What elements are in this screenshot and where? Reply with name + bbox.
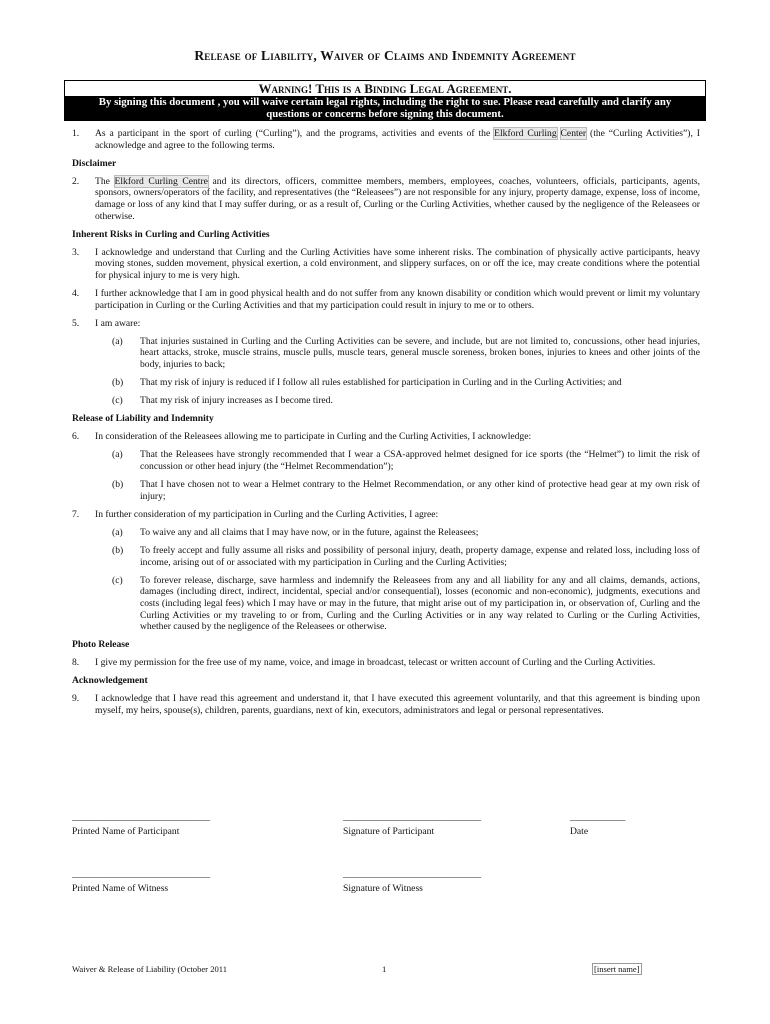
clause-number: 6. xyxy=(72,431,80,443)
heading-acknowledgement: Acknowledgement xyxy=(72,675,148,687)
signature-witness-label: Signature of Witness xyxy=(343,883,423,894)
clause-number: 4. xyxy=(72,288,80,300)
page-number: 1 xyxy=(382,964,387,974)
clause-number: 3. xyxy=(72,246,80,258)
clause-text: In further consideration of my participation in Curling and the Curling Activities, I agree: xyxy=(95,508,439,520)
clause-text: I acknowledge and understand that Curling and the Curling Activities have some inherent risks. The combination of physically active participants, heavy moving stones, sudden movement, physical exertion, a cold environment, and slippery surfaces, on or off the ice, may create conditions where the potential for physical injury to me is very high. xyxy=(95,246,700,281)
heading-inherent-risks: Inherent Risks in Curling and Curling Activities xyxy=(72,228,270,240)
sub-clause-text: That I have chosen not to wear a Helmet contrary to the Helmet Recommendation, or any other kind of protective head gear at my own risk of injury; xyxy=(140,479,700,502)
warning-heading: Warning! This is a Binding Legal Agreement. xyxy=(65,81,705,96)
clause-6a xyxy=(95,449,700,472)
sub-clause-label: (b) xyxy=(112,377,124,389)
clause-number: 1. xyxy=(72,128,80,139)
clause-6b xyxy=(95,479,700,502)
sub-clause-text: That my risk of injury increases as I become tired. xyxy=(140,395,333,407)
clause-text: I give my permission for the free use of my name, voice, and image in broadcast, telecast or written account of Curling and the Curling Activities. xyxy=(95,657,656,669)
clause-8 xyxy=(72,657,700,669)
footer-insert-name xyxy=(592,964,642,974)
warning-body: By signing this document , you will waive certain legal rights, including the right to sue. Please read carefully and clarify any questions or concerns before signing this document. xyxy=(65,96,705,121)
witness-signature-line[interactable]: ______________________________ xyxy=(343,869,481,880)
clause-text: I am aware: xyxy=(95,317,141,329)
clause-7c xyxy=(95,575,700,633)
sub-clause-label: (b) xyxy=(112,479,124,491)
clause-text: In consideration of the Releasees allowing me to participate in Curling and the Curling Activities, I acknowledge: xyxy=(95,431,532,443)
clause-number: 8. xyxy=(72,657,80,669)
date-line[interactable]: ____________ xyxy=(570,812,626,823)
sub-clause-label: (c) xyxy=(112,395,123,407)
printed-name-witness-label: Printed Name of Witness xyxy=(72,883,169,894)
heading-photo-release: Photo Release xyxy=(72,639,130,651)
participant-name-line[interactable]: ______________________________ xyxy=(72,812,210,823)
sub-clause-label: (a) xyxy=(112,449,123,461)
sub-clause-text: To freely accept and fully assume all risks and possibility of personal injury, death, property damage, expense and related loss, including loss of income, arising out of or associated with my participation in Curling and the Curling Activities; xyxy=(140,545,700,568)
sub-clause-text: To waive any and all claims that I may have now, or in the future, against the Releasees; xyxy=(140,526,479,538)
clause-number: 7. xyxy=(72,508,80,520)
sub-clause-label: (b) xyxy=(112,545,124,557)
document-body xyxy=(72,128,700,723)
signature-participant-label: Signature of Participant xyxy=(343,826,435,837)
clause-3 xyxy=(72,247,700,282)
clause-7b xyxy=(95,545,700,568)
sub-clause-label: (a) xyxy=(112,526,123,538)
witness-name-line[interactable]: ______________________________ xyxy=(72,869,210,880)
clause-7 xyxy=(72,509,700,521)
warning-box xyxy=(64,80,706,121)
heading-release: Release of Liability and Indemnity xyxy=(72,413,214,425)
clause-5a xyxy=(95,336,700,371)
sub-clause-text: To forever release, discharge, save harmless and indemnify the Releasees from any and all liability for any and all claims, demands, actions, damages (including direct, indirect, incidental, special and/or consequential), losses (economic and non-economic), judgments, executions and costs (including legal fees) which I may have or may in the future, that might arise out of my participation in, or observation of, Curling and the Curling Activities or my traveling to or from, Curling and the Curling Activities or in any way related to Curling or the Curling Activities, whether caused by the negligence of the Releasees or otherwise. xyxy=(140,574,700,633)
clause-text: I acknowledge that I have read this agreement and understand it, that I have executed this agreement voluntarily, and that this agreement is binding upon myself, my heirs, spouse(s), children, parents, guardians, next of kin, executors, administrators and legal or personal representatives. xyxy=(95,693,700,717)
clause-5 xyxy=(72,318,700,330)
clause-9 xyxy=(72,693,700,716)
sub-clause-label: (c) xyxy=(112,574,123,586)
participant-signature-line[interactable]: ______________________________ xyxy=(343,812,481,823)
document-title: Release of Liability, Waiver of Claims and Indemnity Agreement xyxy=(194,48,576,63)
heading-disclaimer: Disclaimer xyxy=(72,157,117,169)
printed-name-participant-label: Printed Name of Participant xyxy=(72,826,180,837)
date-label: Date xyxy=(570,826,589,837)
facility-name-field[interactable]: Elkford Curling Centre xyxy=(114,175,208,187)
clause-4 xyxy=(72,288,700,311)
clause-number: 5. xyxy=(72,317,80,329)
clause-2 xyxy=(72,176,700,222)
clause-text-cont: (the “Curling Activities”), I acknowledge and agree to the following terms. xyxy=(95,128,700,151)
clause-number: 9. xyxy=(72,693,80,705)
clause-text-cont: and its directors, officers, committee members, members, employees, coaches, volunteers, officials, participants, agents, sponsors, owners/operators of the facility, and representatives (the “Releasees”) are not responsible for any injury, property damage, expense, loss of income, damage or loss of any kind that I may suffer during, or as a result of, Curling or the Curling Activities, whether caused by the negligence of the Releasees or otherwise. xyxy=(95,175,700,222)
sub-clause-text: That my risk of injury is reduced if I follow all rules established for participation in Curling and in the Curling Activities; and xyxy=(140,377,622,389)
insert-name-field[interactable]: [insert name] xyxy=(594,964,640,974)
facility-name-field-cont[interactable]: Center xyxy=(560,128,587,139)
clause-5c xyxy=(95,395,700,407)
sub-clause-label: (a) xyxy=(112,335,123,347)
clause-text: The xyxy=(95,175,115,187)
clause-text: As a participant in the sport of curling (“Curling”), and the programs, activities and events of the xyxy=(95,128,495,139)
sub-clause-text: That the Releasees have strongly recommended that I wear a CSA-approved helmet designed for ice sports (the “Helmet”) to limit the risk of concussion or other head injury (the “Helmet Recommendation”); xyxy=(140,449,700,473)
clause-5b xyxy=(95,377,700,389)
clause-7a xyxy=(95,527,700,539)
facility-name-field[interactable]: Elkford Curling xyxy=(494,128,557,139)
clause-1 xyxy=(72,128,700,151)
clause-6 xyxy=(72,431,700,443)
clause-number: 2. xyxy=(72,175,80,187)
footer-document-name: Waiver & Release of Liability (October 2011 xyxy=(72,964,228,974)
sub-clause-text: That injuries sustained in Curling and the Curling Activities can be severe, and include, but are not limited to, concussions, other head injuries, heart attacks, stroke, muscle strains, muscle pulls, muscle tears, general muscle soreness, broken bones, injuries to knees and other joints of the body, injuries to back; xyxy=(140,335,700,370)
clause-text: I further acknowledge that I am in good physical health and do not suffer from any known disability or condition which would prevent or limit my voluntary participation in Curling or the Curling Activities and that my participation could result in injury to me or to others. xyxy=(95,288,700,311)
